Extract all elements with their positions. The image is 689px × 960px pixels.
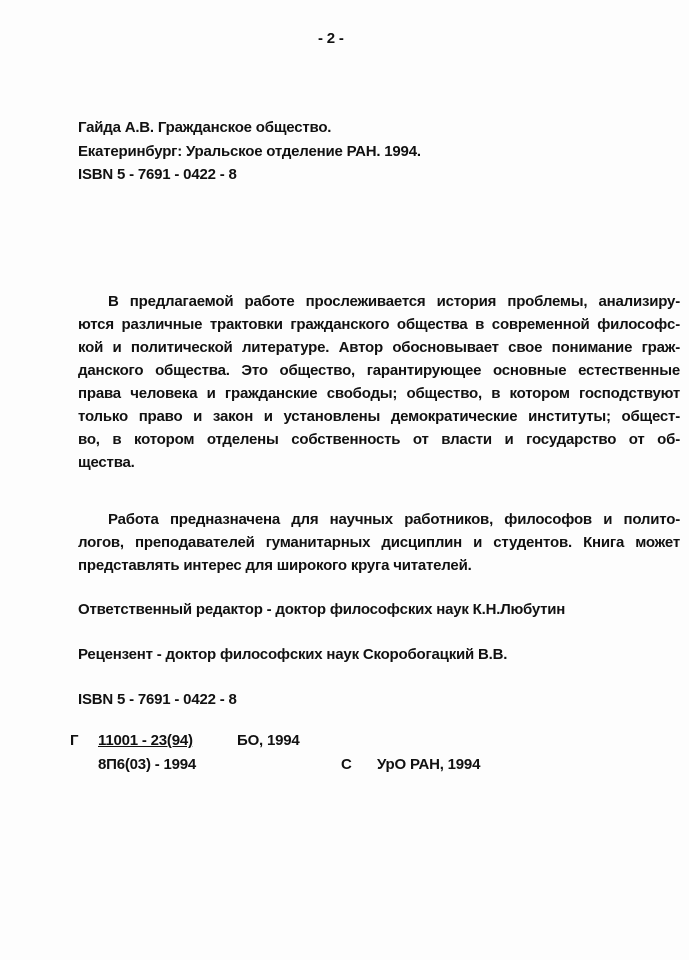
citation-line: ISBN 5 - 7691 - 0422 - 8 <box>78 166 237 183</box>
abstract-line: ются различные трактовки гражданского общества в современной философс- <box>78 316 680 333</box>
reviewer-line: Рецензент - доктор философских наук Скоробогацкий В.В. <box>78 646 508 663</box>
copyright-holder: УрО РАН, 1994 <box>377 756 481 773</box>
imprint-letter: Г <box>70 732 79 749</box>
audience-line: представлять интерес для широкого круга читателей. <box>78 557 472 574</box>
imprint-code-numerator: 11001 - 23(94) <box>98 732 193 749</box>
abstract-line: права человека и гражданские свободы; общество, в котором господствуют <box>78 385 680 402</box>
imprint-bo: БО, 1994 <box>237 732 300 749</box>
abstract-line: только право и закон и установлены демократические институты; общест- <box>78 408 680 425</box>
page-number: - 2 - <box>318 30 344 47</box>
editor-line: Ответственный редактор - доктор философских наук К.Н.Любутин <box>78 601 566 618</box>
audience-line: Работа предназначена для научных работников, философов и полито- <box>108 511 680 528</box>
abstract-line: щества. <box>78 454 135 471</box>
abstract-line: В предлагаемой работе прослеживается история проблемы, анализиру- <box>108 293 680 310</box>
isbn-line: ISBN 5 - 7691 - 0422 - 8 <box>78 691 237 708</box>
abstract-line: данского общества. Это общество, гарантирующее основные естественные <box>78 362 680 379</box>
copyright-sign: С <box>341 756 352 773</box>
citation-line: Гайда А.В. Гражданское общество. <box>78 119 332 136</box>
citation-line: Екатеринбург: Уральское отделение РАН. 1994. <box>78 143 421 160</box>
abstract-line: кой и политической литературе. Автор обосновывает свое понимание граж- <box>78 339 680 356</box>
abstract-line: во, в котором отделены собственность от власти и государство от об- <box>78 431 680 448</box>
imprint-code-denominator: 8П6(03) - 1994 <box>98 756 197 773</box>
audience-line: логов, преподавателей гуманитарных дисциплин и студентов. Книга может <box>78 534 680 551</box>
